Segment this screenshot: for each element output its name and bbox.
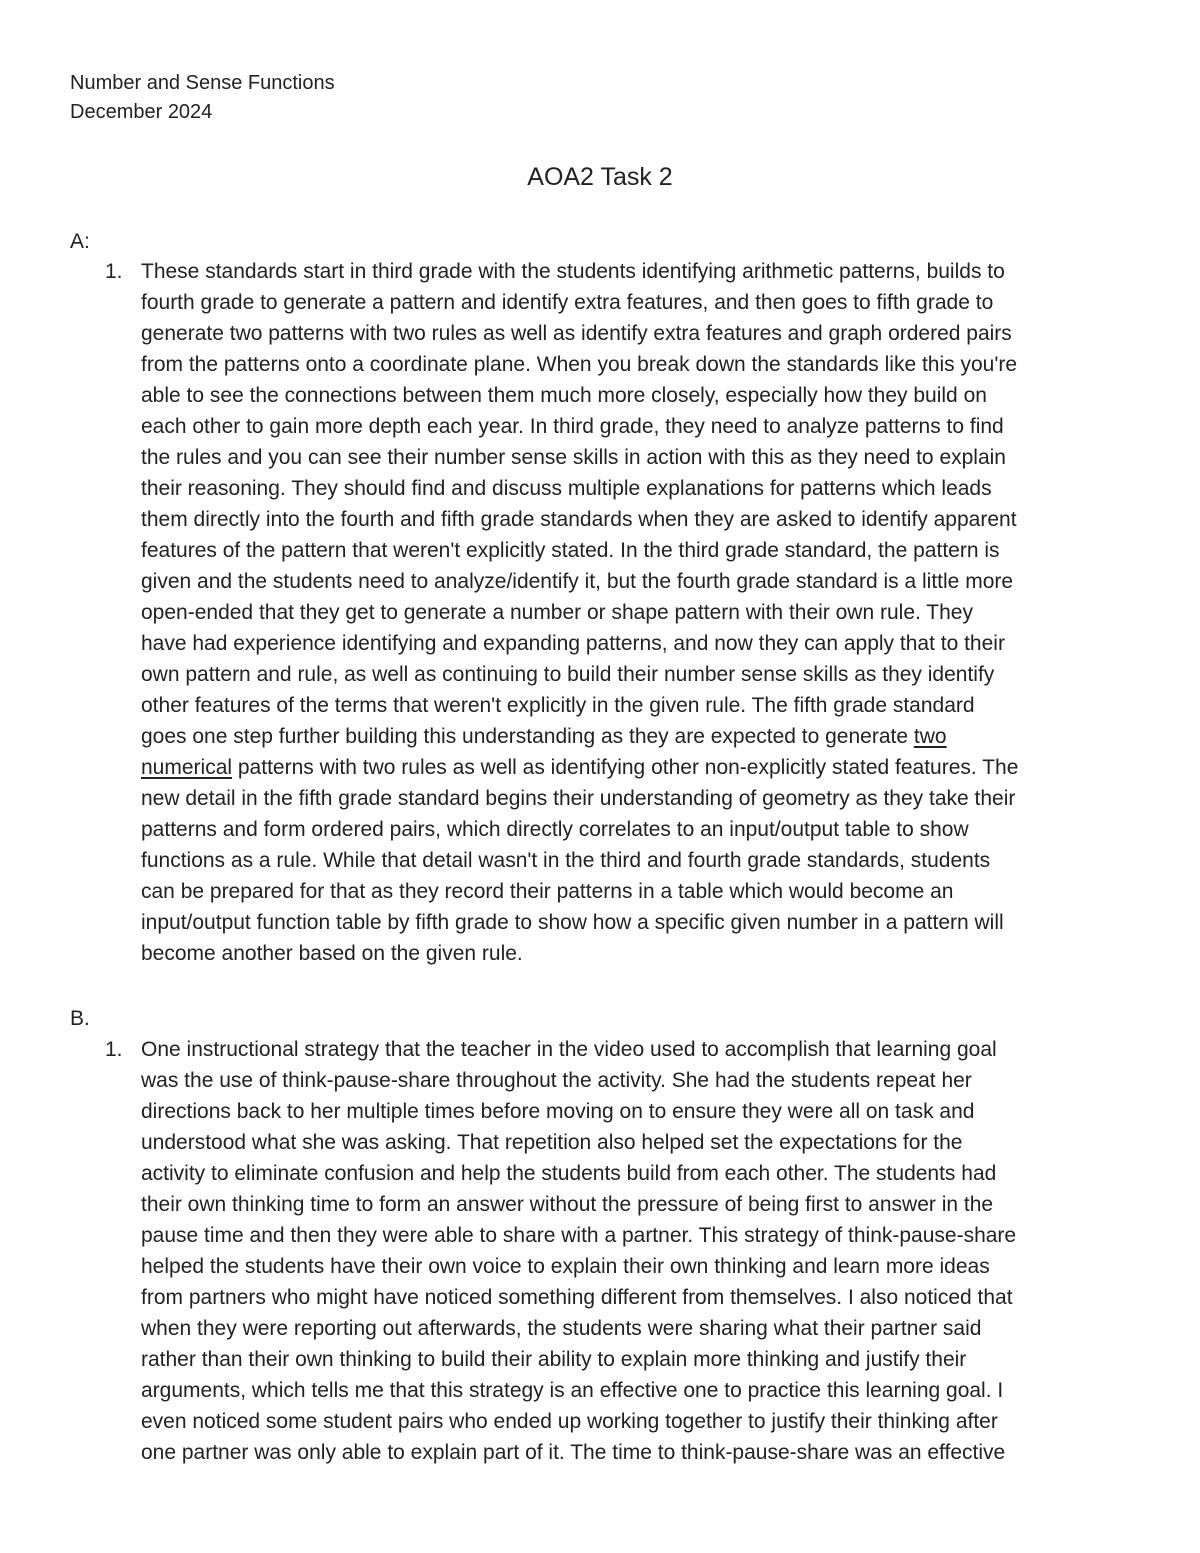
- paragraph-line: even noticed some student pairs who ended up working together to justify their thinking after: [141, 1410, 998, 1433]
- paragraph-line: their own thinking time to form an answer without the pressure of being first to answer in the: [141, 1193, 994, 1216]
- section-b-label: B.: [70, 1007, 90, 1030]
- paragraph-line: each other to gain more depth each year. In third grade, they need to analyze patterns to find: [141, 415, 1004, 438]
- paragraph-line: activity to eliminate confusion and help the students build from each other. The students had: [141, 1162, 997, 1185]
- paragraph-line: rather than their own thinking to build their ability to explain more thinking and justify their: [141, 1348, 967, 1371]
- section-b-item-number: 1.: [105, 1038, 123, 1061]
- paragraph-line-with-underline: [141, 721, 1141, 752]
- paragraph-line: arguments, which tells me that this strategy is an effective one to practice this learning goal. I: [141, 1379, 1004, 1402]
- paragraph-line: understood what she was asking. That repetition also helped set the expectations for the: [141, 1131, 963, 1154]
- line-text: goes one step further building this understanding as they are expected to generate: [141, 725, 914, 748]
- paragraph-line: directions back to her multiple times before moving on to ensure they were all on task and: [141, 1100, 975, 1123]
- paragraph-line: fourth grade to generate a pattern and identify extra features, and then goes to fifth grade to: [141, 291, 994, 314]
- underlined-text: two: [913, 725, 947, 748]
- line-text: patterns with two rules as well as identifying other non-explicitly stated features. The: [232, 756, 1019, 779]
- paragraph-line: features of the pattern that weren't explicitly stated. In the third grade standard, the pattern is: [141, 539, 1000, 562]
- paragraph-line: own pattern and rule, as well as continuing to build their number sense skills as they identify: [141, 663, 995, 686]
- paragraph-line: input/output function table by fifth grade to show how a specific given number in a pattern will: [141, 911, 1004, 934]
- paragraph-line: have had experience identifying and expanding patterns, and now they can apply that to their: [141, 632, 1005, 655]
- paragraph-line: helped the students have their own voice to explain their own thinking and learn more ideas: [141, 1255, 990, 1278]
- course-name: Number and Sense Functions: [70, 72, 335, 94]
- paragraph-line: can be prepared for that as they record their patterns in a table which would become an: [141, 880, 954, 903]
- paragraph-line: from partners who might have noticed something different from themselves. I also noticed that: [141, 1286, 1013, 1309]
- paragraph-line: them directly into the fourth and fifth grade standards when they are asked to identify apparent: [141, 508, 1017, 531]
- paragraph-line: patterns and form ordered pairs, which directly correlates to an input/output table to show: [141, 818, 969, 841]
- paragraph-line: the rules and you can see their number sense skills in action with this as they need to explain: [141, 446, 1006, 469]
- paragraph-line: These standards start in third grade with the students identifying arithmetic patterns, builds to: [141, 260, 1005, 283]
- paragraph-line: other features of the terms that weren't explicitly in the given rule. The fifth grade standard: [141, 694, 975, 717]
- paragraph-line-with-underline: [141, 752, 1141, 783]
- paragraph-line: able to see the connections between them much more closely, especially how they build on: [141, 384, 987, 407]
- paragraph-line: open-ended that they get to generate a number or shape pattern with their own rule. They: [141, 601, 973, 624]
- paragraph-line: functions as a rule. While that detail wasn't in the third and fourth grade standards, students: [141, 849, 991, 872]
- section-a-label: A:: [70, 230, 90, 253]
- paragraph-line: one partner was only able to explain part of it. The time to think-pause-share was an effective: [141, 1441, 1006, 1464]
- paragraph-line: pause time and then they were able to share with a partner. This strategy of think-pause-share: [141, 1224, 1017, 1247]
- paragraph-line: their reasoning. They should find and discuss multiple explanations for patterns which leads: [141, 477, 992, 500]
- section-a-paragraph: [141, 256, 1141, 969]
- paragraph-line: One instructional strategy that the teacher in the video used to accomplish that learning goal: [141, 1038, 997, 1061]
- paragraph-line: become another based on the given rule.: [141, 942, 523, 965]
- paragraph-line: given and the students need to analyze/identify it, but the fourth grade standard is a little more: [141, 570, 1014, 593]
- paragraph-line: from the patterns onto a coordinate plane. When you break down the standards like this you're: [141, 353, 1018, 376]
- section-b-paragraph: [141, 1034, 1141, 1468]
- paragraph-line: new detail in the fifth grade standard begins their understanding of geometry as they take their: [141, 787, 1016, 810]
- document-date: December 2024: [70, 101, 213, 123]
- paragraph-line: when they were reporting out afterwards, the students were sharing what their partner said: [141, 1317, 982, 1340]
- paragraph-line: generate two patterns with two rules as well as identify extra features and graph ordered pairs: [141, 322, 1012, 345]
- section-a-item-number: 1.: [105, 260, 123, 283]
- underlined-text: numerical: [141, 756, 233, 779]
- paragraph-line: was the use of think-pause-share throughout the activity. She had the students repeat her: [141, 1069, 972, 1092]
- document-title: AOA2 Task 2: [527, 163, 673, 191]
